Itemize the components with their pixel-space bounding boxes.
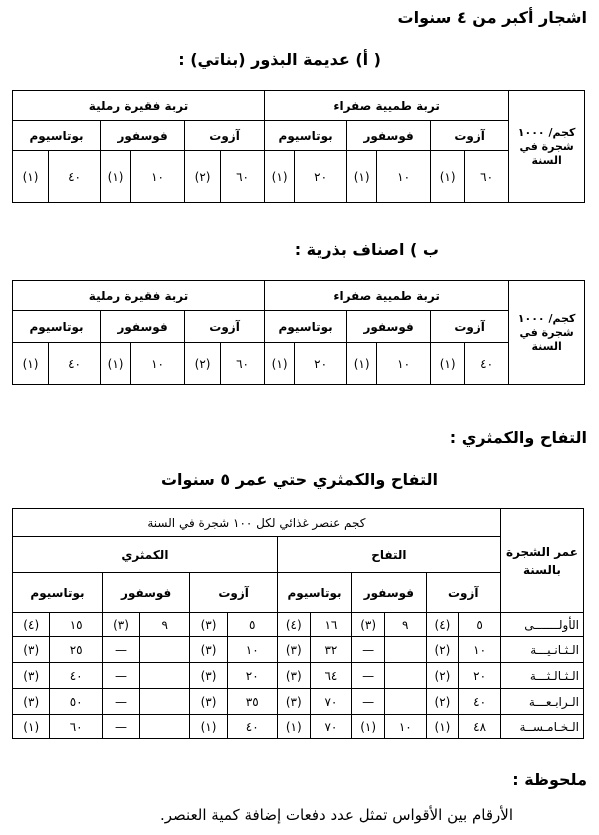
pear-p-doses: —: [102, 637, 139, 663]
table-row: [13, 637, 584, 663]
apple-k-doses: (٣): [277, 663, 310, 689]
apple-k: ٧٠: [310, 689, 352, 715]
pear-k-doses: (٣): [13, 689, 50, 715]
apple-k-doses: (٣): [277, 689, 310, 715]
table-row: [13, 689, 584, 715]
yellow-p-value: ١٠: [377, 151, 431, 203]
apple-header: التفاح: [277, 537, 500, 573]
yellow-p-value: ١٠: [377, 343, 431, 385]
apple-n: ١٠: [459, 637, 501, 663]
apple-n-doses: (٢): [426, 637, 459, 663]
pear-k: ١٥: [50, 613, 102, 637]
phosphorus-header: فوسفور: [347, 311, 431, 343]
apple-p-doses: (١): [352, 715, 385, 739]
apple-n: ٤٨: [459, 715, 501, 739]
apple-k: ١٦: [310, 613, 352, 637]
pear-n-doses: (٣): [190, 689, 227, 715]
pear-n-doses: (٣): [190, 637, 227, 663]
phosphorus-header: فوسفور: [347, 121, 431, 151]
apple-k: ٧٠: [310, 715, 352, 739]
sandy-p-value: ١٠: [131, 343, 185, 385]
pear-k: ٤٠: [50, 663, 102, 689]
age-label: الـثـانـيـــة: [500, 637, 583, 663]
section-c-title: التفاح والكمثري :: [449, 428, 587, 447]
pear-k-doses: (٣): [13, 663, 50, 689]
yellow-n-doses: (١): [431, 343, 465, 385]
apple-p-doses: —: [352, 663, 385, 689]
age-header: عمر الشجرة بالسنة: [500, 509, 583, 613]
apple-p-doses: —: [352, 637, 385, 663]
nitrogen-header: آزوت: [431, 311, 509, 343]
potassium-header: بوتاسيوم: [13, 311, 101, 343]
apple-p: ٩: [385, 613, 427, 637]
apple-k-doses: (١): [277, 715, 310, 739]
apple-n-doses: (٤): [426, 613, 459, 637]
pear-p: [140, 689, 190, 715]
pear-p-doses: —: [102, 663, 139, 689]
yellow-k-value: ٢٠: [295, 343, 347, 385]
pear-header: الكمثري: [13, 537, 278, 573]
pear-n-doses: (٣): [190, 613, 227, 637]
yellow-n-value: ٦٠: [465, 151, 509, 203]
yellow-clay-header: تربة طميية صفراء: [265, 281, 509, 311]
apple-k: ٦٤: [310, 663, 352, 689]
sandy-p-doses: (١): [101, 343, 131, 385]
pear-n: ٤٠: [227, 715, 277, 739]
phosphorus-header: فوسفور: [101, 121, 185, 151]
pear-n: ٥: [227, 613, 277, 637]
yellow-n-value: ٤٠: [465, 343, 509, 385]
apple-k: ٣٢: [310, 637, 352, 663]
table-row: [13, 613, 584, 637]
pear-p-doses: —: [102, 689, 139, 715]
pear-k: ٥٠: [50, 689, 102, 715]
sandy-n-value: ٦٠: [221, 151, 265, 203]
table-row: [13, 663, 584, 689]
potassium-header: بوتاسيوم: [13, 121, 101, 151]
apple-n-doses: (٢): [426, 689, 459, 715]
sandy-n-value: ٦٠: [221, 343, 265, 385]
table-seeded: [12, 280, 585, 385]
apple-n-doses: (١): [426, 715, 459, 739]
apple-p: [385, 663, 427, 689]
pear-phosphorus-header: فوسفور: [102, 573, 189, 613]
apple-phosphorus-header: فوسفور: [352, 573, 426, 613]
yellow-clay-header: تربة طميية صفراء: [265, 91, 509, 121]
section-a-title: ( أ) عديمة البذور (بناتي) :: [178, 50, 381, 69]
potassium-header: بوتاسيوم: [265, 121, 347, 151]
sandy-k-doses: (١): [13, 151, 49, 203]
sandy-p-doses: (١): [101, 151, 131, 203]
sandy-n-doses: (٢): [185, 151, 221, 203]
sandy-k-value: ٤٠: [49, 151, 101, 203]
apple-n-doses: (٢): [426, 663, 459, 689]
apple-k-doses: (٣): [277, 637, 310, 663]
table-seedless: [12, 90, 585, 203]
pear-k: ٢٥: [50, 637, 102, 663]
potassium-header: بوتاسيوم: [265, 311, 347, 343]
note-title: ملحوظة :: [512, 770, 587, 789]
pear-n: ٢٠: [227, 663, 277, 689]
pear-p-doses: —: [102, 715, 139, 739]
sandy-soil-header: تربة فقيرة رملية: [13, 91, 265, 121]
rate-header: كجم/ ١٠٠٠ شجرة في السنة: [509, 281, 585, 385]
pear-k-doses: (٤): [13, 613, 50, 637]
pear-k-doses: (١): [13, 715, 50, 739]
sandy-soil-header: تربة فقيرة رملية: [13, 281, 265, 311]
table-row: [13, 715, 584, 739]
yellow-k-doses: (١): [265, 343, 295, 385]
pear-p: ٩: [140, 613, 190, 637]
section-c-subtitle: التفاح والكمثري حتي عمر ٥ سنوات: [160, 470, 439, 489]
age-label: الـرابـعـــة: [500, 689, 583, 715]
apple-p-doses: (٣): [352, 613, 385, 637]
phosphorus-header: فوسفور: [101, 311, 185, 343]
age-label: الأولـــــــى: [500, 613, 583, 637]
pear-k-doses: (٣): [13, 637, 50, 663]
pear-p: [140, 715, 190, 739]
pear-n: ١٠: [227, 637, 277, 663]
table-apple-pear: [12, 508, 584, 739]
apple-p: [385, 689, 427, 715]
apple-p: [385, 637, 427, 663]
yellow-p-doses: (١): [347, 151, 377, 203]
apple-nitrogen-header: آزوت: [426, 573, 500, 613]
yellow-k-doses: (١): [265, 151, 295, 203]
sandy-k-value: ٤٠: [49, 343, 101, 385]
pear-p-doses: (٣): [102, 613, 139, 637]
pear-n-doses: (١): [190, 715, 227, 739]
sandy-p-value: ١٠: [131, 151, 185, 203]
pear-potassium-header: بوتاسيوم: [13, 573, 103, 613]
nutrient-header: كجم عنصر غذائي لكل ١٠٠ شجرة في السنة: [13, 509, 501, 537]
age-label: الـخـامـســة: [500, 715, 583, 739]
page-header: اشجار أكبر من ٤ سنوات: [397, 8, 587, 27]
pear-p: [140, 637, 190, 663]
apple-p-doses: —: [352, 689, 385, 715]
apple-n: ٤٠: [459, 689, 501, 715]
age-label: الـثـالـثـــة: [500, 663, 583, 689]
pear-n-doses: (٣): [190, 663, 227, 689]
pear-k: ٦٠: [50, 715, 102, 739]
nitrogen-header: آزوت: [185, 311, 265, 343]
sandy-k-doses: (١): [13, 343, 49, 385]
rate-header: كجم/ ١٠٠٠ شجرة في السنة: [509, 91, 585, 203]
section-b-title: ب ) اصناف بذرية :: [294, 240, 439, 259]
apple-k-doses: (٤): [277, 613, 310, 637]
apple-n: ٥: [459, 613, 501, 637]
nitrogen-header: آزوت: [431, 121, 509, 151]
pear-n: ٣٥: [227, 689, 277, 715]
nitrogen-header: آزوت: [185, 121, 265, 151]
yellow-n-doses: (١): [431, 151, 465, 203]
yellow-p-doses: (١): [347, 343, 377, 385]
apple-p: ١٠: [385, 715, 427, 739]
sandy-n-doses: (٢): [185, 343, 221, 385]
note-text: الأرقام بين الأقواس تمثل عدد دفعات إضافة كمية العنصر.: [159, 806, 513, 824]
apple-potassium-header: بوتاسيوم: [277, 573, 351, 613]
apple-n: ٢٠: [459, 663, 501, 689]
pear-nitrogen-header: آزوت: [190, 573, 277, 613]
yellow-k-value: ٢٠: [295, 151, 347, 203]
pear-p: [140, 663, 190, 689]
